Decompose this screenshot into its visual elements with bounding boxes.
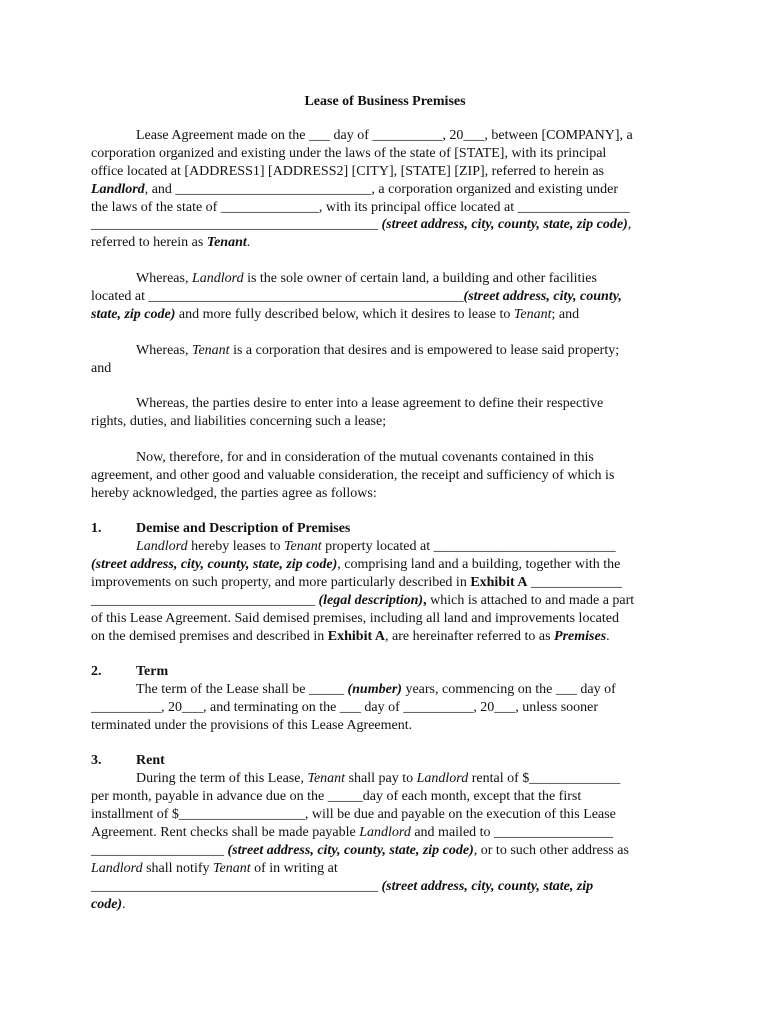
blank-line: _________________________________________ xyxy=(91,217,382,232)
document-title: Lease of Business Premises xyxy=(304,94,466,109)
whereas-line xyxy=(91,306,579,324)
whereas-text: and more fully described below, which it desires to lease to xyxy=(175,307,514,322)
section-line xyxy=(91,574,622,592)
section-text: shall pay to xyxy=(345,771,417,786)
landlord-term: Landlord xyxy=(136,539,188,554)
section-line xyxy=(91,824,613,842)
section-text: Agreement. Rent checks shall be made payable xyxy=(91,825,360,840)
section-text: rental of $_____________ xyxy=(468,771,621,786)
section-text: hereby leases to xyxy=(187,539,285,554)
whereas-line xyxy=(136,342,619,360)
tenant-term: Tenant xyxy=(206,235,247,250)
recital-line: agreement, and other good and valuable consideration, the receipt and sufficiency of which is xyxy=(91,468,615,483)
section-text: shall notify xyxy=(142,861,213,876)
address-label: code) xyxy=(91,897,123,912)
landlord-term: Landlord xyxy=(91,182,145,197)
section-text: on the demised premises and described in xyxy=(91,629,328,644)
address-label: (street address, city, county, state, zip code) xyxy=(91,557,338,572)
whereas-text: is the sole owner of certain land, a building and other facilities xyxy=(243,271,597,286)
section-heading: Demise and Description of Premises xyxy=(136,521,351,536)
intro-line xyxy=(91,181,618,199)
whereas-text: located at _____________________________________________ xyxy=(91,289,464,304)
section-line xyxy=(91,860,338,878)
section-line xyxy=(91,842,629,860)
section-text: improvements on such property, and more particularly described in xyxy=(91,575,471,590)
section-text: , are hereinafter referred to as xyxy=(384,629,555,644)
whereas-text: ; and xyxy=(551,307,580,322)
tenant-term: Tenant xyxy=(213,861,251,876)
section-line xyxy=(136,770,620,788)
intro-line: office located at [ADDRESS1] [ADDRESS2] [CITY], [STATE] [ZIP], referred to herein as xyxy=(91,164,604,179)
section-text: _____________ xyxy=(527,575,623,590)
section-line xyxy=(91,556,620,574)
section-text: , comprising land and a building, together with the xyxy=(337,557,621,572)
address-label: (street address, city, county, xyxy=(463,289,622,304)
address-label: (street address, city, county, state, zip code) xyxy=(227,843,474,858)
whereas-line xyxy=(91,288,622,306)
tenant-term: Tenant xyxy=(307,771,346,786)
section-line: terminated under the provisions of this Lease Agreement. xyxy=(91,718,413,733)
intro-text: , and ____________________________, a corporation organized and existing under xyxy=(144,182,619,197)
section-line xyxy=(91,592,634,610)
whereas-line: rights, duties, and liabilities concerning such a lease; xyxy=(91,414,387,429)
intro-line xyxy=(91,234,250,252)
section-number: 2. xyxy=(91,664,102,679)
section-heading: Term xyxy=(136,664,169,679)
section-line: per month, payable in advance due on the _____day of each month, except that the first xyxy=(91,789,582,804)
intro-line xyxy=(91,216,631,234)
section-text: property located at __________________________ xyxy=(321,539,616,554)
blank-line: _________________________________________ xyxy=(91,879,382,894)
section-line xyxy=(136,538,616,556)
blank-line: ________________________________ xyxy=(91,593,319,608)
punctuation: . xyxy=(246,235,251,250)
landlord-term: Landlord xyxy=(359,825,411,840)
section-line: installment of $__________________, will be due and payable on the execution of this Lease xyxy=(91,807,616,822)
landlord-term: Landlord xyxy=(191,271,244,286)
section-line xyxy=(91,896,126,914)
exhibit-term: Exhibit A xyxy=(327,629,385,644)
whereas-text: Whereas, xyxy=(136,271,192,286)
section-line xyxy=(91,878,593,896)
section-line xyxy=(91,628,610,646)
section-text: , or to such other address as xyxy=(473,843,629,858)
punctuation: , xyxy=(627,217,632,232)
address-label: state, zip code) xyxy=(91,307,176,322)
whereas-text: Whereas, xyxy=(136,343,192,358)
tenant-term: Tenant xyxy=(284,539,322,554)
blank-line: ___________________ xyxy=(91,843,228,858)
address-label: (street address, city, county, state, zip code) xyxy=(381,217,628,232)
number-label: (number) xyxy=(347,682,402,697)
section-text: which is attached to and made a part xyxy=(426,593,635,608)
punctuation: . xyxy=(122,897,126,912)
whereas-line: Whereas, the parties desire to enter into a lease agreement to define their respective xyxy=(136,396,604,411)
section-text: During the term of this Lease, xyxy=(136,771,308,786)
intro-text: referred to herein as xyxy=(91,235,207,250)
whereas-line: and xyxy=(91,361,112,376)
section-line: __________, 20___, and terminating on the ___ day of __________, 20___, unless sooner xyxy=(91,700,599,715)
tenant-term: Tenant xyxy=(513,307,552,322)
landlord-term: Landlord xyxy=(91,861,143,876)
section-line xyxy=(136,681,616,699)
legal-description-label: (legal description) xyxy=(318,593,424,608)
intro-line: Lease Agreement made on the ___ day of __________, 20___, between [COMPANY], a xyxy=(136,128,633,143)
whereas-line xyxy=(136,270,597,288)
recital-line: hereby acknowledged, the parties agree as follows: xyxy=(91,486,377,501)
section-line: of this Lease Agreement. Said demised premises, including all land and improvements located xyxy=(91,611,619,626)
section-text: years, commencing on the ___ day of xyxy=(401,682,616,697)
section-number: 3. xyxy=(91,753,102,768)
recital-line: Now, therefore, for and in consideration of the mutual covenants contained in this xyxy=(136,450,594,465)
intro-line: the laws of the state of ______________, with its principal office located at ________________ xyxy=(91,200,630,215)
section-number: 1. xyxy=(91,521,102,536)
premises-term: Premises xyxy=(554,629,607,644)
intro-line: corporation organized and existing under the laws of the state of [STATE], with its principal xyxy=(91,146,607,161)
punctuation: . xyxy=(606,629,610,644)
exhibit-term: Exhibit A xyxy=(470,575,528,590)
address-label: (street address, city, county, state, zip xyxy=(381,879,594,894)
whereas-text: is a corporation that desires and is empowered to lease said property; xyxy=(229,343,620,358)
landlord-term: Landlord xyxy=(416,771,469,786)
section-text: The term of the Lease shall be _____ xyxy=(136,682,348,697)
section-text: and mailed to _________________ xyxy=(410,825,614,840)
section-text: of in writing at xyxy=(250,861,338,876)
tenant-term: Tenant xyxy=(191,343,230,358)
section-heading: Rent xyxy=(136,753,165,768)
punctuation: , xyxy=(423,593,427,608)
